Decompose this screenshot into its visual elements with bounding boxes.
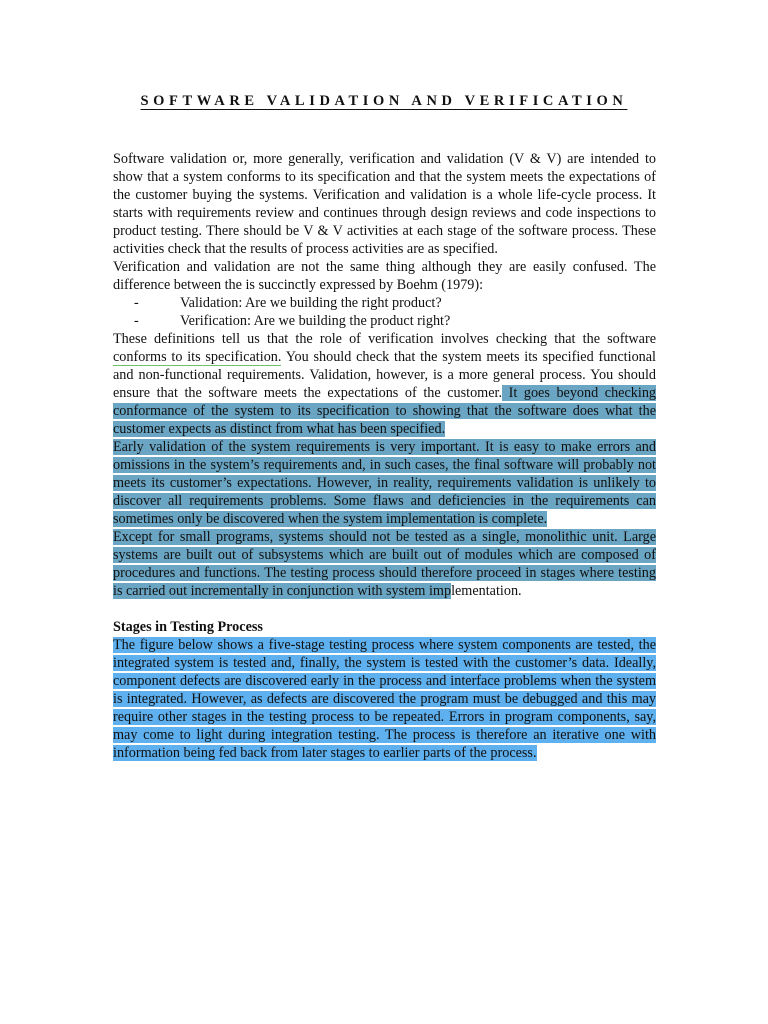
bullet-marker: - — [134, 313, 139, 329]
intro-paragraph: Software validation or, more generally, verification and validation (V & V) are intended to show that a system conforms to its specification and that the system meets the expectations of the customer buying the systems. Verification and validation is a whole life-cycle process. It starts with requirements review and continues through design reviews and code inspections to product testing. There should be V & V activities at each stage of the software process. These activities check that the results of process activities are as specified. — [113, 151, 656, 257]
highlighted-text: Early validation of the system requirements is very important. It is easy to make errors and omissions in the system’s requirements and, in such cases, the final software will probably not meets its customer’s expectations. However, in reality, requirements validation is unlikely to discover all requirements problems. Some flaws and deficiencies in the requirements can sometimes only be discovered when the system implementation is complete. — [113, 439, 656, 527]
bullet-marker: - — [134, 295, 139, 311]
stages-heading: Stages in Testing Process — [113, 619, 263, 635]
highlighted-text: The figure below shows a five-stage testing process where system components are tested, the integrated system is tested and, finally, the system is tested with the customer’s data. Ideally, component defects are discovered early in the process and interface problems when the system is integrated. However, as defects are discovered the program must be debugged and this may require other stages in the testing process to be repeated. Errors in program components, say, may come to light during integration testing. The process is therefore an iterative one with information being fed back from later stages to earlier parts of the process. — [113, 637, 656, 761]
definitions-text: These definitions tell us that the role of verification involves checking that the software — [113, 331, 656, 347]
stages-paragraph — [113, 636, 656, 762]
document-title: SOFTWARE VALIDATION AND VERIFICATION — [140, 93, 628, 109]
highlighted-text: Except for small programs, systems should not be tested as a single, monolithic unit. Large systems are built out of subsystems which are built out of modules which are composed of procedures and functions. The testing process should therefore proceed in stages where testing is carried out incrementally in conjunction with system imp — [113, 529, 656, 599]
definitions-text-cont: You should check that the system meets its specified functional and non-functional requirements. Validation, however, is a more general process. You should ensure that the software meets the expectations of the customer. — [113, 349, 656, 401]
difference-paragraph: Verification and validation are not the same thing although they are easily confused. The difference between the is succinctly expressed by Boehm (1979): — [113, 259, 656, 293]
bullet-text: Validation: Are we building the right product? — [180, 295, 442, 311]
highlighted-text: It goes beyond checking conformance of the system to its specification to showing that the software does what the customer expects as distinct from what has been specified. — [113, 385, 657, 437]
small-programs-paragraph — [113, 528, 656, 600]
early-validation-paragraph — [113, 438, 656, 528]
underlined-phrase: conforms to its specification. — [113, 349, 282, 365]
bullet-verification — [113, 312, 656, 330]
bullet-text: Verification: Are we building the product right? — [180, 313, 451, 329]
bullet-validation — [113, 294, 656, 312]
document-body — [113, 150, 656, 762]
definitions-paragraph — [113, 330, 656, 438]
paragraph-text: lementation. — [451, 583, 522, 599]
